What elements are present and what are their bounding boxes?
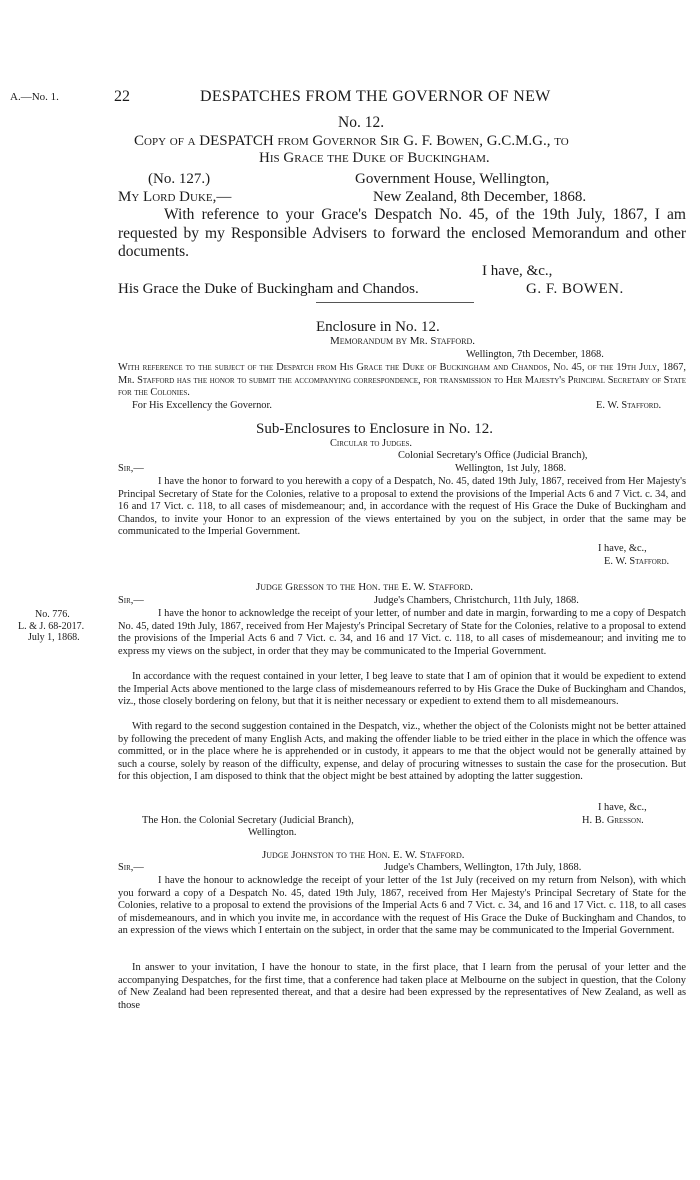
sub-enclosures-title: Sub-Enclosures to Enclosure in No. 12. xyxy=(256,421,494,437)
despatch-number: No. 12. xyxy=(338,114,385,131)
gresson-para2: In accordance with the request contained in your letter, I beg leave to state that I am of opinion that it would be expedient to extend the Imperial Acts above mentioned to the large class of misdemeanours referred to by His Grace the Duke of Buckingham and Chandos, viz., those closely bordering on felony, but that it is neither necessary or expedient to extend them to all misdemeanours. xyxy=(118,671,686,708)
despatch-salutation: My Lord Duke,— xyxy=(118,189,232,205)
circular-title: Circular to Judges. xyxy=(330,438,413,449)
margin-note: L. & J. 68-2017. xyxy=(18,620,85,632)
divider xyxy=(316,302,474,303)
despatch-closing: I have, &c., xyxy=(482,263,553,279)
enclosure-title: Enclosure in No. 12. xyxy=(316,319,440,335)
johnston-para1: I have the honour to acknowledge the receipt of your letter of the 1st July (received on my return from Nelson), with which you forward a copy of a Despatch No. 45, dated 19th July, 1867, received from Her Majesty's Principal Secretary of State for the Colonies, relative to a proposal to extend the provisions of the Imperial Acts 6 and 7 Vict. c. 34, and 16 and 17 Vict. c. 118, to all cases of misdemeanours, and in which you invite me, in accordance with the request of His Grace the Duke of Buckingham and Chandos, to an expression of the views which I entertain on the subject, in order that the same may be communicated to the Imperial Government. xyxy=(118,875,686,937)
gresson-para3: With regard to the second suggestion contained in the Despatch, viz., whether the object of the Colonists might not be better attained by following the precedent of many English Acts, and making the offender liable to be tried either in the place in which the offence was committed, or in the place where he is apprehended or in custody, it appears to me that the object would not be generally attained by such a course, solely by reason of the difficulty, expense, and delay of procuring witnesses to sustain the case for the prosecution. But for this objection, I am disposed to think that the object might be best attained by adopting the latter suggestion. xyxy=(118,721,686,783)
despatch-signature: G. F. BOWEN. xyxy=(526,281,624,297)
page-number: 22 xyxy=(114,88,130,105)
gresson-dateline: Judge's Chambers, Christchurch, 11th July, 1868. xyxy=(374,595,579,606)
despatch-ref-no: (No. 127.) xyxy=(148,171,211,187)
gresson-addressee-city: Wellington. xyxy=(248,827,297,838)
circular-salutation: Sir,— xyxy=(118,463,144,474)
margin-note: July 1, 1868. xyxy=(28,632,80,644)
johnston-dateline: Judge's Chambers, Wellington, 17th July, 1868. xyxy=(384,862,582,873)
despatch-addressee: His Grace the Duke of Buckingham and Chandos. xyxy=(118,281,419,297)
johnston-title: Judge Johnston to the Hon. E. W. Stafford. xyxy=(262,849,465,861)
despatch-address-line1: Government House, Wellington, xyxy=(355,171,550,187)
circular-date: Wellington, 1st July, 1868. xyxy=(455,463,567,474)
enclosure-for-line: For His Excellency the Governor. xyxy=(132,400,272,411)
gresson-salutation: Sir,— xyxy=(118,595,144,606)
johnston-salutation: Sir,— xyxy=(118,862,144,873)
despatch-body: With reference to your Grace's Despatch No. 45, of the 19th July, 1867, I am requested by my Responsible Advisers to forward the enclosed Memorandum and other documents. xyxy=(118,206,686,260)
enclosure-date: Wellington, 7th December, 1868. xyxy=(466,349,604,360)
gresson-title: Judge Gresson to the Hon. the E. W. Stafford. xyxy=(256,581,474,593)
running-title: DESPATCHES FROM THE GOVERNOR OF NEW xyxy=(200,88,551,105)
circular-body: I have the honor to forward to you herewith a copy of a Despatch, No. 45, dated 19th July, 1867, received from Her Majesty's Principal Secretary of State for the Colonies, relative to a proposal to extend the provisions of the Imperial Acts 6 and 7 Vict. c. 34, and 16 and 17 Vict. c. 118, to all cases of misdemeanour; and, in accordance with the request of His Grace the Duke of Buckingham and Chandos, to invite your Honor to an expression of the views entertained by you on the subject, in order that the same may be communicated to the Imperial Government. xyxy=(118,476,686,538)
header-ref: A.—No. 1. xyxy=(10,91,59,103)
gresson-para1: I have the honor to acknowledge the receipt of your letter, of number and date in margin, forwarding to me a copy of Despatch No. 45, dated 19th July, 1867, received from Her Majesty's Principal Secretary of State for the Colonies, relative to a proposal to extend the provisions of the Imperial Acts 6 and 7 Vict. c. 34, and 16 and 17 Vict. c. 118, to all cases of misdemeanour; and inviting me to express my views on the subject, in order that they may be communicated to the Imperial Government. xyxy=(118,608,686,657)
enclosure-signature: E. W. Stafford. xyxy=(596,400,662,411)
enclosure-subtitle: Memorandum by Mr. Stafford. xyxy=(330,335,476,347)
circular-closing: I have, &c., xyxy=(598,543,647,554)
margin-note: No. 776. xyxy=(35,609,70,620)
enclosure-body: With reference to the subject of the Despatch from His Grace the Duke of Buckingham and Chandos, No. 45, of the 19th July, 1867, Mr. Stafford has the honor to submit the accompanying correspondence, for transmission to Her Majesty's Principal Secretary of State for the Colonies. xyxy=(118,362,686,399)
circular-office: Colonial Secretary's Office (Judicial Branch), xyxy=(398,450,588,461)
circular-signature: E. W. Stafford. xyxy=(604,556,670,567)
despatch-address-line2: New Zealand, 8th December, 1868. xyxy=(373,189,587,205)
despatch-heading-line1: Copy of a DESPATCH from Governor Sir G. F. Bowen, G.C.M.G., to xyxy=(134,133,569,149)
margin-notes xyxy=(18,609,85,644)
gresson-signature: H. B. Gresson. xyxy=(582,815,644,826)
despatch-heading-line2: His Grace the Duke of Buckingham. xyxy=(259,150,490,166)
gresson-closing: I have, &c., xyxy=(598,802,647,813)
gresson-addressee: The Hon. the Colonial Secretary (Judicial Branch), xyxy=(142,815,354,826)
johnston-para2: In answer to your invitation, I have the honour to state, in the first place, that I learn from the perusal of your letter and the accompanying Despatches, for the first time, that a conference had taken place at Melbourne on the subject in question, that the Colony of New Zealand had been represented thereat, and that a desire had been expressed by the representatives of New Zealand, as well as those xyxy=(118,962,686,1011)
